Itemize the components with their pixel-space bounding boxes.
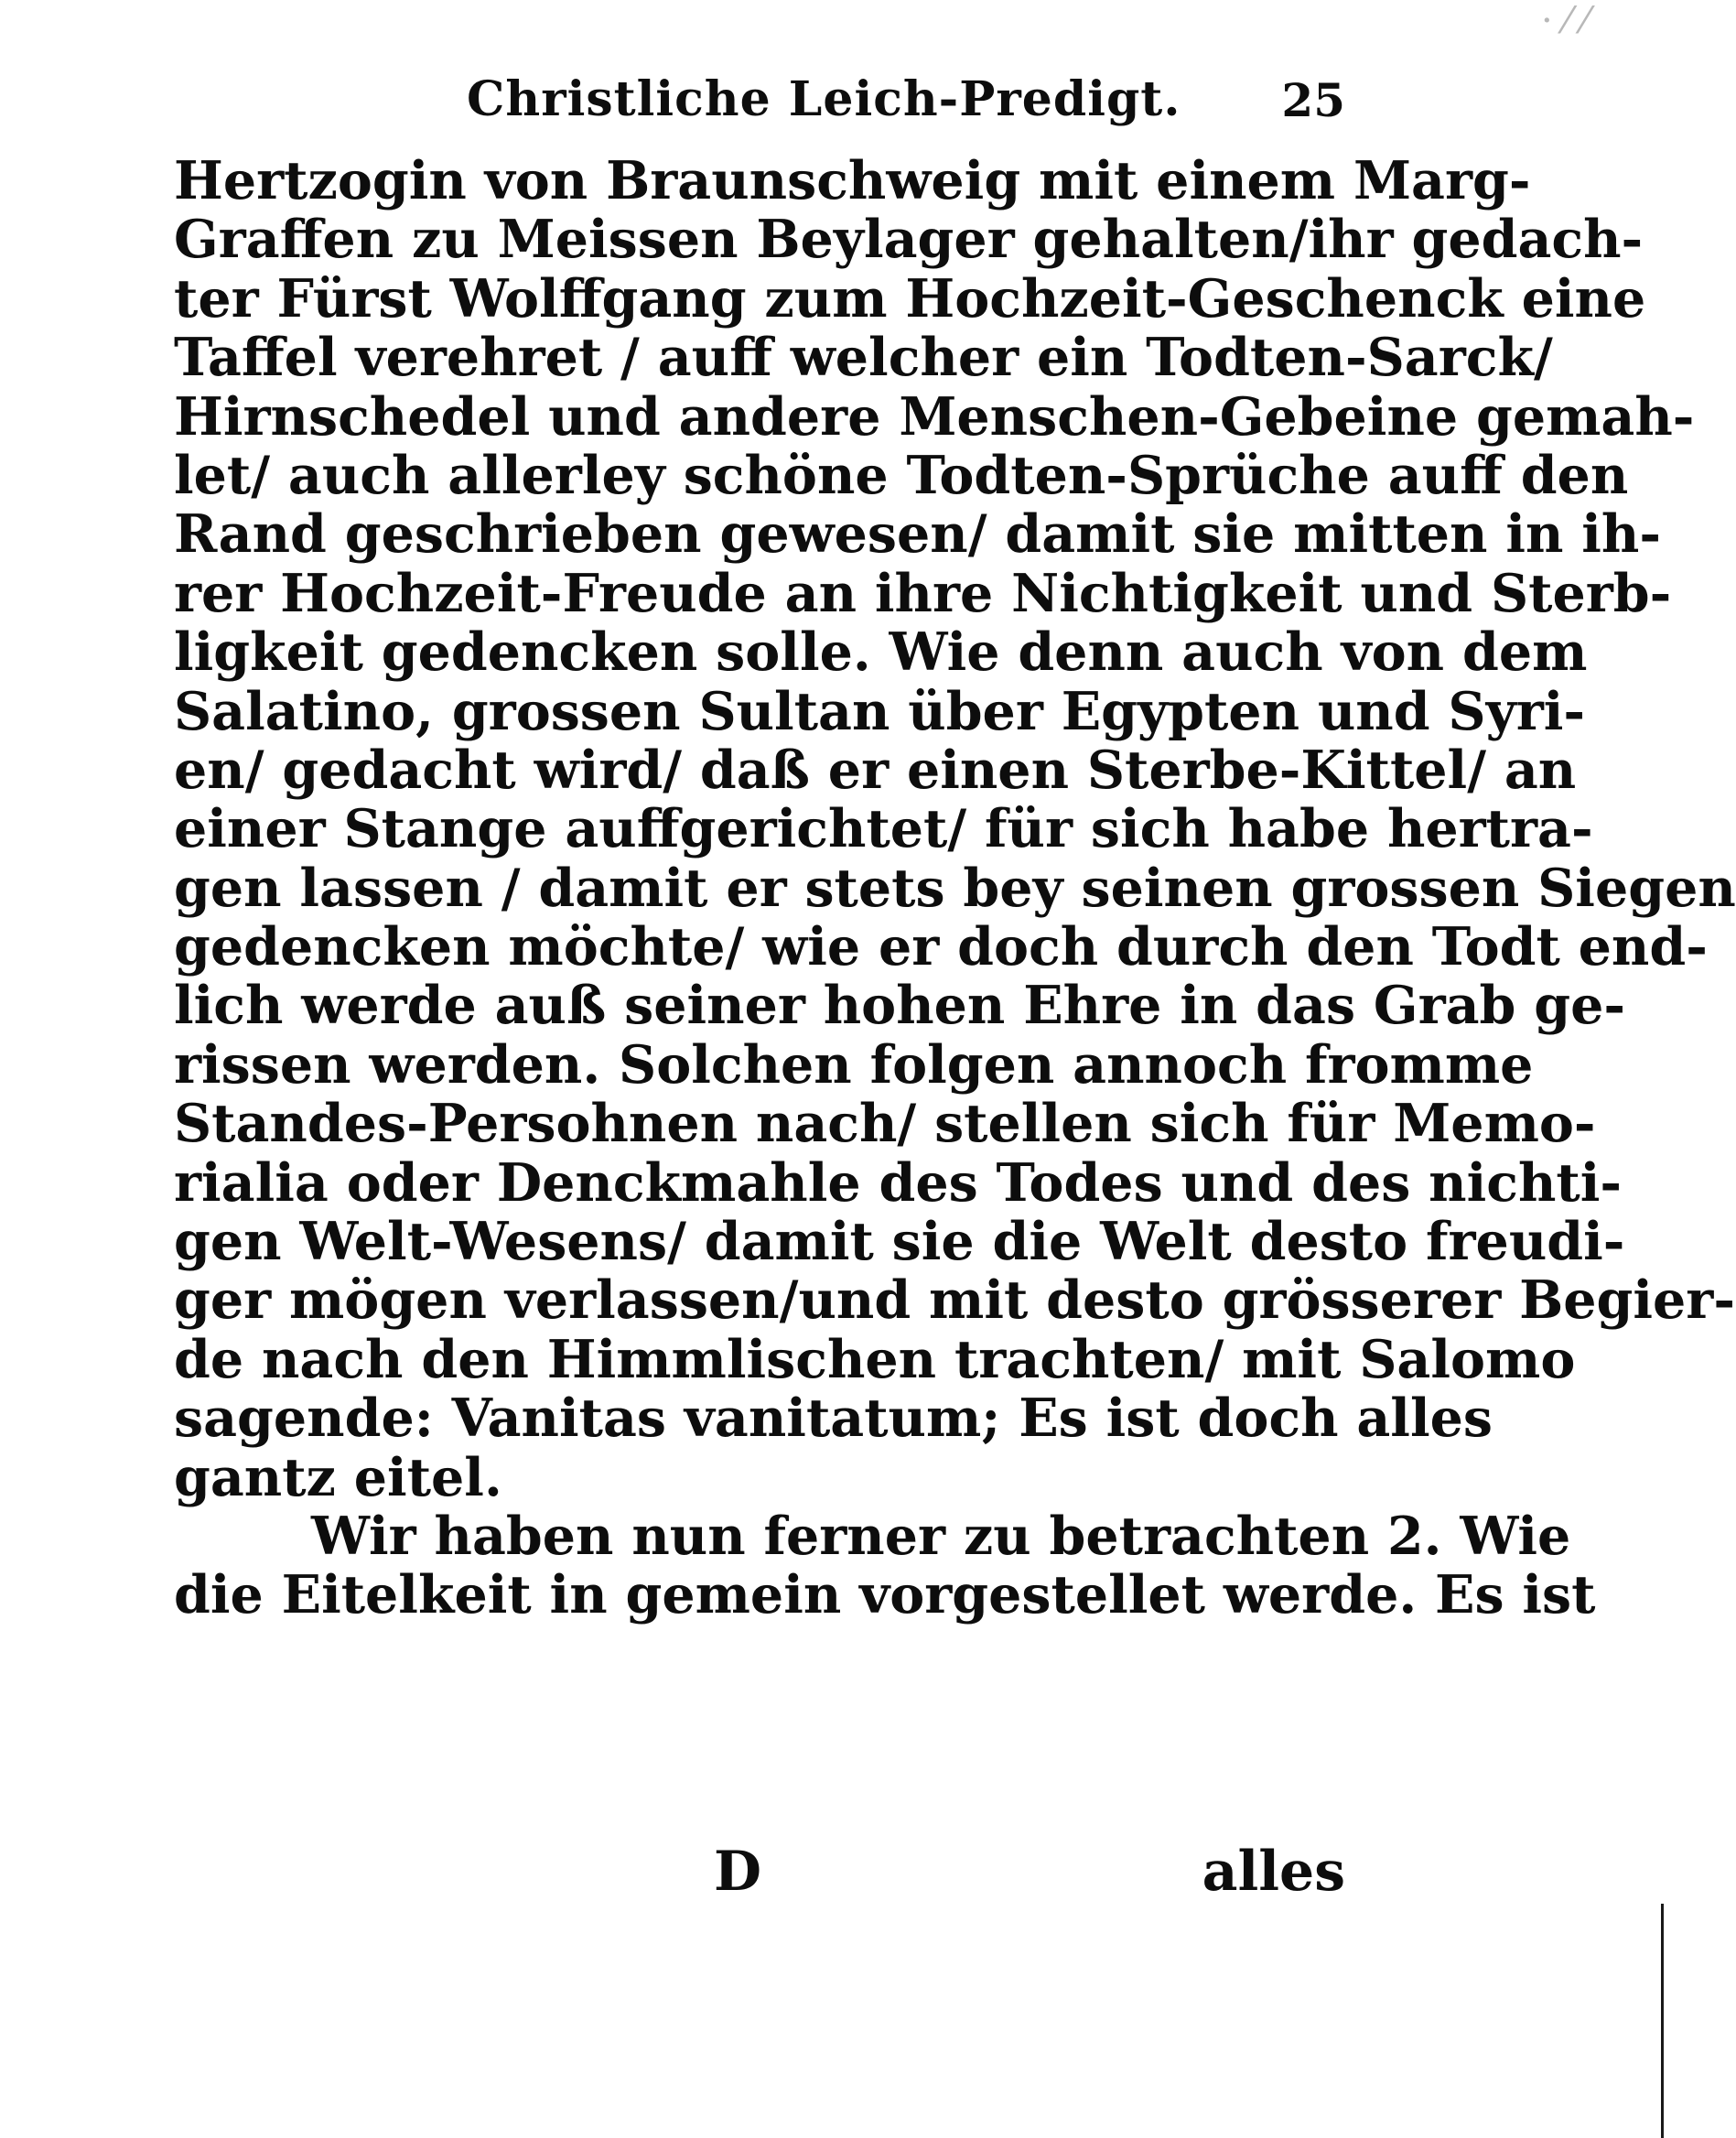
text-line-23: gantz eitel. <box>174 1446 502 1508</box>
text-line-11: en/ gedacht wird/ daß er einen Sterbe-Kittel/ an <box>174 739 1577 801</box>
text-line-12: einer Stange auffgerichtet/ für sich habe hertra- <box>174 798 1593 860</box>
catchword: alles <box>1202 1840 1345 1904</box>
text-line-9: ligkeit gedencken solle. Wie denn auch von dem <box>174 621 1588 684</box>
page-edge-line <box>1661 1904 1664 2138</box>
body-text <box>174 150 1736 1626</box>
text-line-2: Graffen zu Meissen Beylager gehalten/ihr gedach- <box>174 209 1644 271</box>
text-line-8: rer Hochzeit-Freude an ihre Nichtigkeit und Sterb- <box>174 562 1672 624</box>
page-footer <box>174 1840 1345 1922</box>
text-line-15: lich werde auß seiner hohen Ehre in das Grab ge- <box>174 975 1626 1037</box>
text-line-21: de nach den Himmlischen trachten/ mit Salomo <box>174 1328 1576 1390</box>
text-line-13: gen lassen / damit er stets bey seinen grossen Siegen <box>174 857 1736 919</box>
text-line-3: ter Fürst Wolffgang zum Hochzeit-Geschenck eine <box>174 267 1646 329</box>
text-line-18: rialia oder Denckmahle des Todes und des nichti- <box>174 1151 1623 1214</box>
signature-mark: D <box>714 1840 762 1904</box>
text-line-19: gen Welt-Wesens/ damit sie die Welt desto freudi- <box>174 1211 1625 1273</box>
page-header <box>467 71 1345 126</box>
text-line-1: Hertzogin von Braunschweig mit einem Marg- <box>174 150 1531 211</box>
running-head: Christliche Leich-Predigt. <box>467 71 1181 127</box>
text-line-16: rissen werden. Solchen folgen annoch fromme <box>174 1033 1534 1096</box>
text-line-6: let/ auch allerley schöne Todten-Sprüche auff den <box>174 444 1629 506</box>
text-line-7: Rand geschrieben gewesen/ damit sie mitten in ih- <box>174 503 1662 566</box>
text-line-17: Standes-Persohnen nach/ stellen sich für Memo- <box>174 1093 1596 1155</box>
text-line-4: Taffel verehret / auff welcher ein Todten-Sarck/ <box>174 327 1553 389</box>
text-line-20: ger mögen verlassen/und mit desto grösserer Begier- <box>174 1269 1735 1332</box>
text-line-22: sagende: Vanitas vanitatum; Es ist doch alles <box>174 1388 1493 1450</box>
text-line-5: Hirnschedel und andere Menschen-Gebeine gemah- <box>174 385 1695 448</box>
page-number: 25 <box>1281 73 1345 127</box>
text-line-25: die Eitelkeit in gemein vorgestellet werde. Es ist <box>174 1564 1596 1626</box>
text-line-24: Wir haben nun ferner zu betrachten 2. Wie <box>311 1505 1571 1567</box>
text-line-14: gedencken möchte/ wie er doch durch den Todt end- <box>174 916 1708 978</box>
corner-smudge: · ⁄ ⁄ <box>1541 0 1589 42</box>
text-line-10: Salatino, grossen Sultan über Egypten und Syri- <box>174 680 1586 742</box>
